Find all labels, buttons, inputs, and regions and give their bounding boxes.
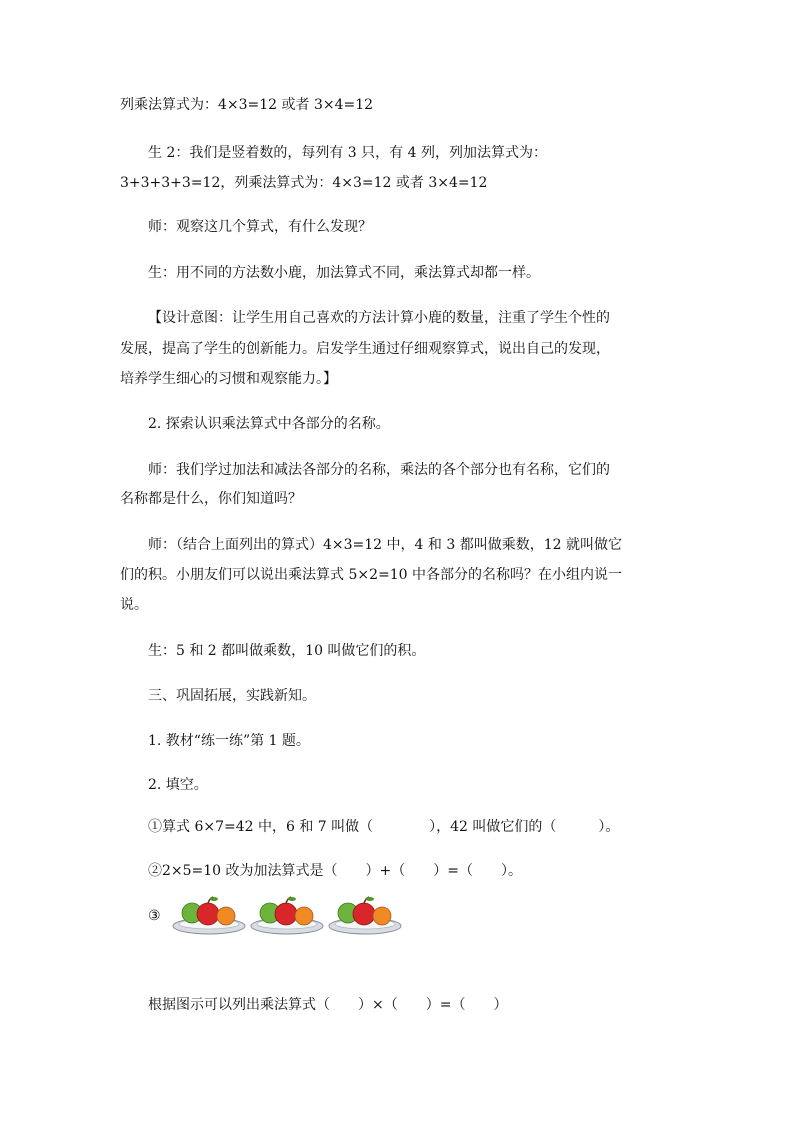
design-intent-line-3: 培养学生细心的习惯和观察能力。】	[120, 371, 337, 387]
text-line-1: 列乘法算式为：4×3=12 或者 3×4=12	[120, 97, 374, 113]
text-line-12: 师：（结合上面列出的算式）4×3=12 中，4 和 3 都叫做乘数，12 就叫做它	[148, 537, 622, 553]
apple-plate-3	[329, 897, 401, 934]
exercise-2-item-1: ①算式 6×7=42 中，6 和 7 叫做（ ），42 叫做它们的（ ）。	[148, 819, 620, 835]
apple-orange-icon	[217, 907, 235, 925]
text-line-11: 名称都是什么，你们知道吗？	[120, 491, 302, 507]
text-line-3: 3+3+3+3=12，列乘法算式为：4×3=12 或者 3×4=12	[120, 175, 488, 191]
apple-red-icon	[197, 903, 219, 925]
apple-plate-2	[251, 897, 323, 934]
text-line-5: 生：用不同的方法数小鹿，加法算式不同，乘法算式却都一样。	[148, 265, 540, 281]
apple-red-icon	[275, 903, 297, 925]
exercise-2-item-3-question: 根据图示可以列出乘法算式（ ）×（ ）=（ ）	[148, 997, 508, 1013]
exercise-1: 1. 教材“练一练”第 1 题。	[148, 733, 310, 749]
apple-plate-1	[173, 897, 245, 934]
text-line-10: 师：我们学过加法和减法各部分的名称，乘法的各个部分也有名称，它们的	[148, 462, 610, 478]
exercise-2: 2. 填空。	[148, 777, 208, 793]
text-line-2: 生 2：我们是竖着数的，每列有 3 只，有 4 列，列加法算式为：	[148, 145, 547, 161]
text-line-14: 说。	[120, 597, 148, 613]
section-heading-2: 2. 探索认识乘法算式中各部分的名称。	[148, 416, 390, 432]
apple-orange-icon	[295, 907, 313, 925]
design-intent-line-1: 【设计意图：让学生用自己喜欢的方法计算小鹿的数量，注重了学生个性的	[148, 310, 610, 326]
text-line-13: 们的积。小朋友们可以说出乘法算式 5×2=10 中各部分的名称吗？在小组内说一	[120, 567, 622, 583]
text-line-4: 师：观察这几个算式，有什么发现？	[148, 219, 372, 235]
exercise-2-item-2: ②2×5=10 改为加法算式是（ ）+（ ）=（ ）。	[148, 863, 522, 879]
apple-orange-icon	[373, 907, 391, 925]
apple-plates-figure	[172, 890, 412, 940]
text-line-15: 生：5 和 2 都叫做乘数，10 叫做它们的积。	[148, 643, 426, 659]
design-intent-line-2: 发展，提高了学生的创新能力。启发学生通过仔细观察算式，说出自己的发现，	[120, 341, 610, 357]
section-heading-3: 三、巩固拓展，实践新知。	[148, 688, 316, 704]
exercise-2-item-3-marker: ③	[148, 908, 161, 924]
apple-red-icon	[353, 903, 375, 925]
